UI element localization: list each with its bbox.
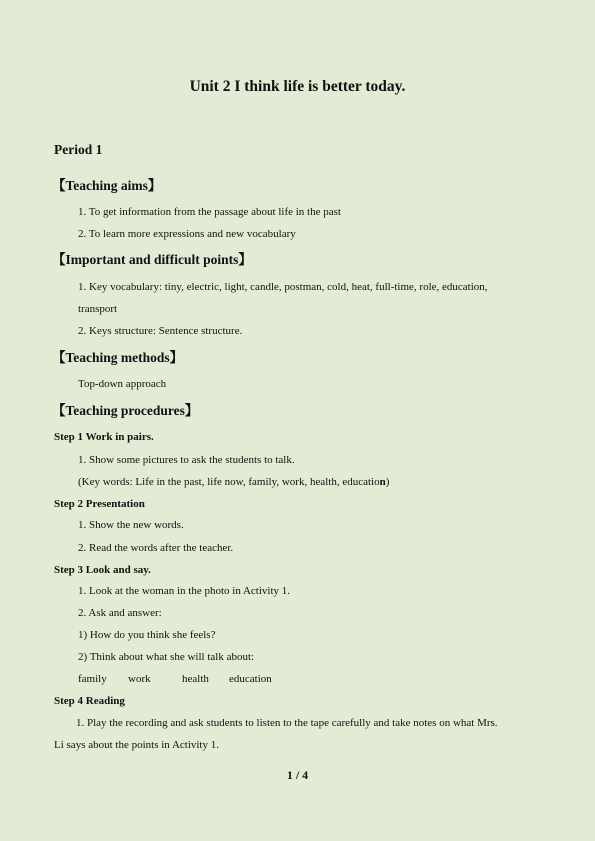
step-4-line: 1. Play the recording and ask students to listen to the tape carefully and take notes on what Mrs. — [76, 717, 498, 729]
step-3-title: Step 3 Look and say. — [54, 564, 151, 576]
step-4-title: Step 4 Reading — [54, 695, 125, 707]
key-words-close: ) — [385, 476, 390, 488]
teaching-aim-item: 2. To learn more expressions and new vocabulary — [78, 228, 296, 240]
step-1-title: Step 1 Work in pairs. — [54, 431, 154, 443]
teaching-aim-item: 1. To get information from the passage about life in the past — [78, 206, 341, 218]
step-1-line: 1. Show some pictures to ask the students to talk. — [78, 454, 295, 466]
step-2-title: Step 2 Presentation — [54, 498, 145, 510]
word-item: education — [229, 673, 272, 685]
word-item: family — [78, 673, 107, 685]
important-point-item: 1. Key vocabulary: tiny, electric, light, candle, postman, cold, heat, full-time, role, education, — [78, 281, 488, 293]
step-3-line: 2. Ask and answer: — [78, 607, 162, 619]
step-2-line: 1. Show the new words. — [78, 519, 184, 531]
step-3-line: 1. Look at the woman in the photo in Activity 1. — [78, 585, 291, 597]
step-1-key-words — [78, 476, 389, 488]
page-number: 1 / 4 — [286, 768, 309, 782]
teaching-method-item: Top-down approach — [78, 378, 167, 390]
document-title: Unit 2 I think life is better today. — [189, 78, 406, 95]
step-4-line-continued: Li says about the points in Activity 1. — [54, 739, 219, 751]
step-3-line: 1) How do you think she feels? — [78, 629, 216, 641]
important-points-heading: 【Important and difficult points】 — [52, 252, 252, 267]
important-point-item: 2. Keys structure: Sentence structure. — [78, 325, 243, 337]
word-item: work — [128, 673, 151, 685]
word-item: health — [182, 673, 209, 685]
step-2-line: 2. Read the words after the teacher. — [78, 542, 234, 554]
teaching-methods-heading: 【Teaching methods】 — [52, 350, 184, 365]
key-words-bold-letter: n — [379, 476, 386, 488]
step-3-line: 2) Think about what she will talk about: — [78, 651, 255, 663]
period-heading: Period 1 — [54, 142, 103, 157]
teaching-procedures-heading: 【Teaching procedures】 — [52, 403, 199, 418]
important-point-item-continued: transport — [78, 303, 118, 315]
teaching-aims-heading: 【Teaching aims】 — [52, 178, 162, 193]
key-words-text: (Key words: Life in the past, life now, family, work, health, educatio — [78, 476, 380, 488]
